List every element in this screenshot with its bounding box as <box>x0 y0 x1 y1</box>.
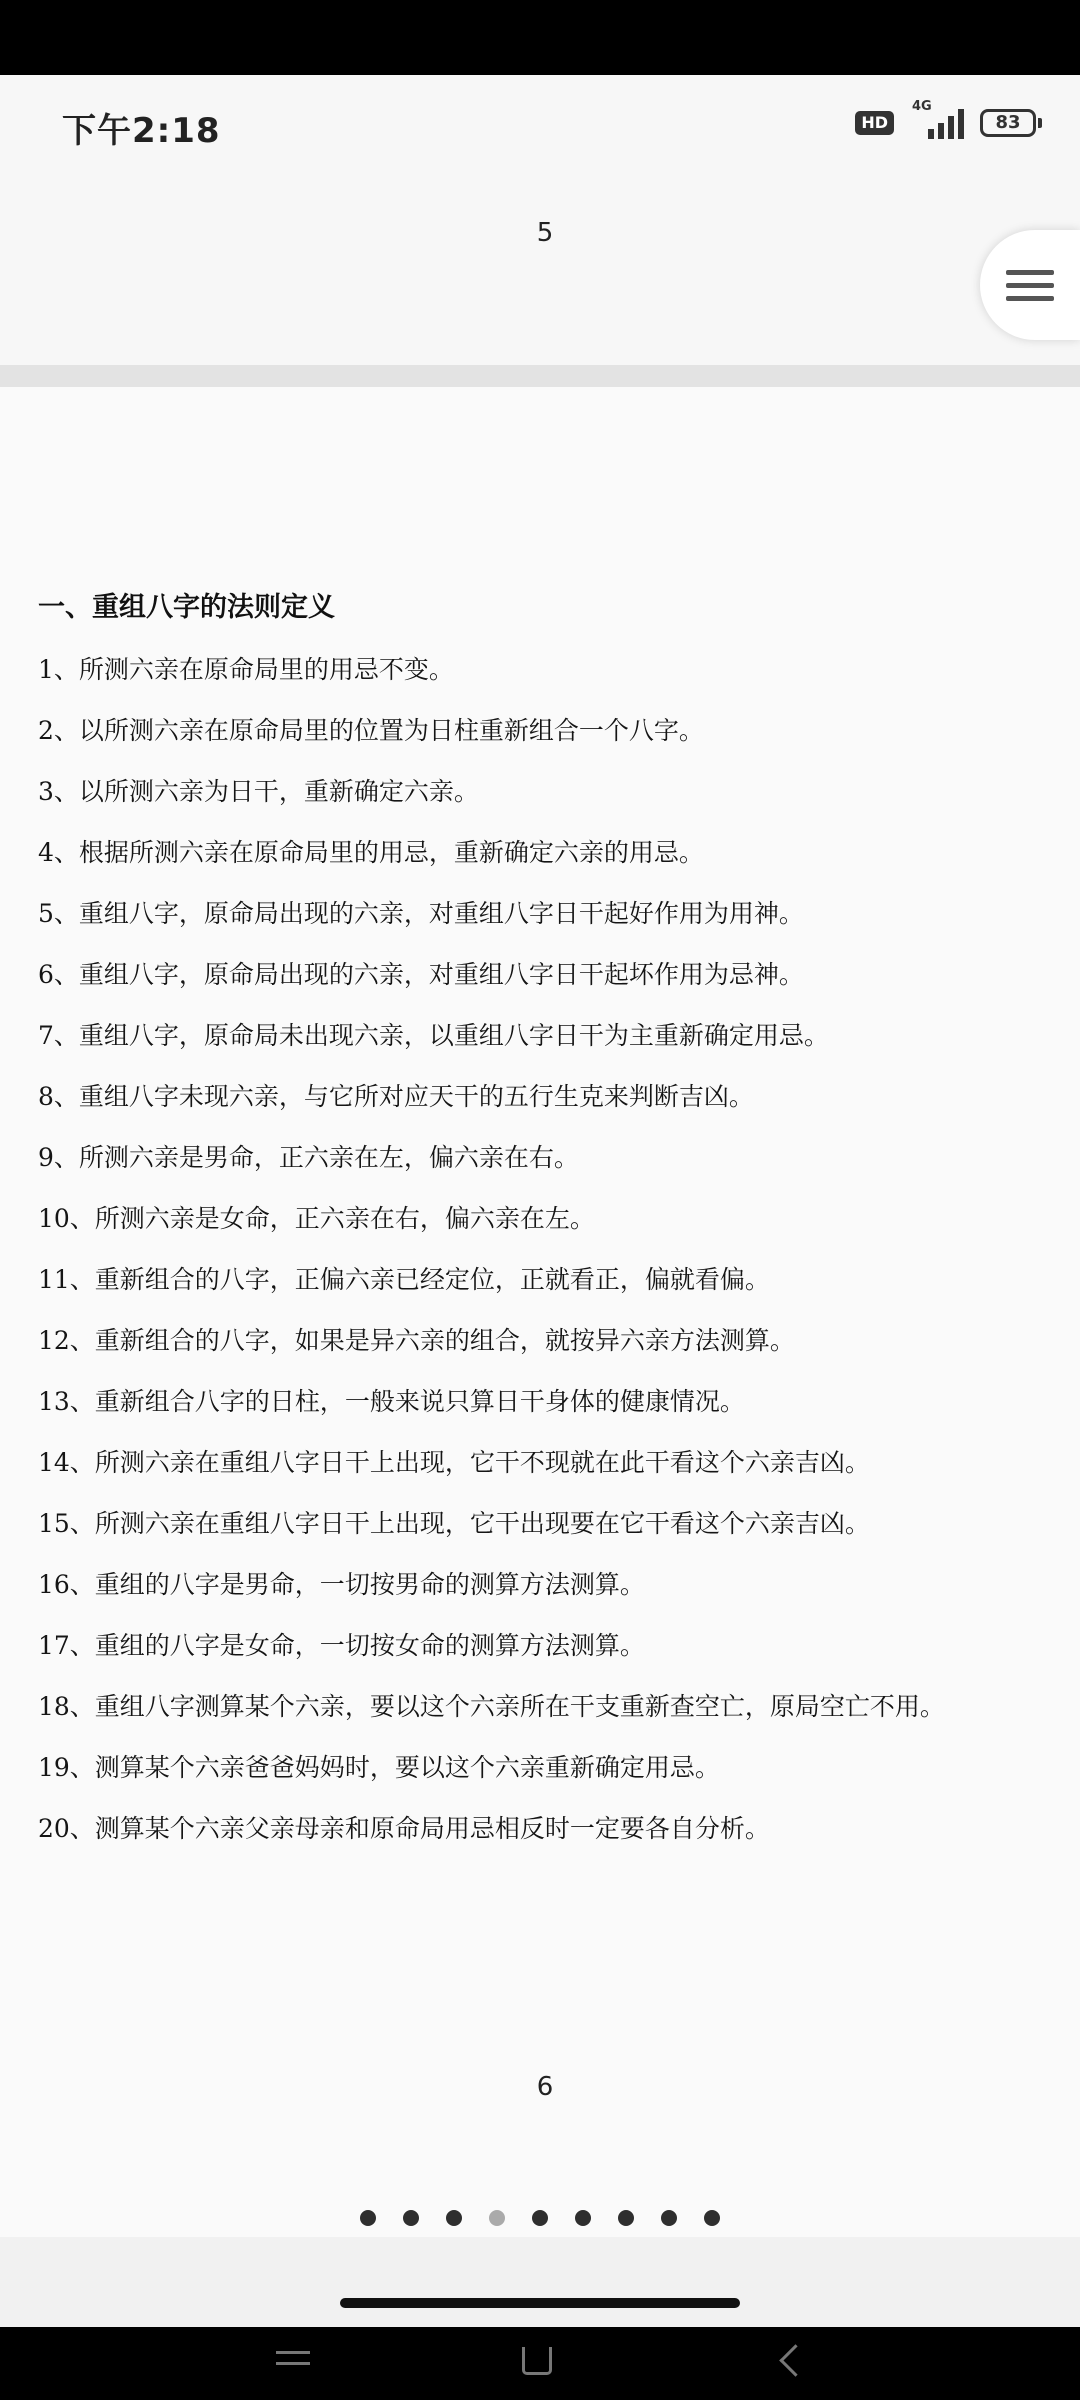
status-icons <box>855 99 1042 143</box>
page-number-bottom: 6 <box>536 2072 554 2102</box>
home-indicator[interactable] <box>340 2298 740 2308</box>
list-item: 15、所测六亲在重组八字日干上出现，它干出现要在它干看这个六亲吉凶。 <box>38 1509 870 1538</box>
page-dot[interactable] <box>446 2210 462 2226</box>
list-item: 12、重新组合的八字，如果是异六亲的组合，就按异六亲方法测算。 <box>38 1326 795 1355</box>
page-dot[interactable] <box>575 2210 591 2226</box>
list-item: 14、所测六亲在重组八字日干上出现，它干不现就在此干看这个六亲吉凶。 <box>38 1448 870 1477</box>
document-page <box>0 387 1080 2237</box>
list-item: 19、测算某个六亲爸爸妈妈时，要以这个六亲重新确定用忌。 <box>38 1753 720 1782</box>
network-type: 4G <box>912 99 932 114</box>
page-dot[interactable] <box>704 2210 720 2226</box>
menu-button[interactable] <box>980 230 1080 340</box>
list-item: 13、重新组合八字的日柱，一般来说只算日干身体的健康情况。 <box>38 1387 745 1416</box>
list-item: 3、以所测六亲为日干，重新确定六亲。 <box>38 777 479 806</box>
system-nav-bar <box>0 2327 1080 2400</box>
list-item: 18、重组八字测算某个六亲，要以这个六亲所在干支重新查空亡，原局空亡不用。 <box>38 1692 945 1721</box>
list-item: 10、所测六亲是女命，正六亲在右，偏六亲在左。 <box>38 1204 595 1233</box>
home-icon[interactable] <box>522 2347 552 2375</box>
previous-page-footer <box>0 175 1080 365</box>
hamburger-icon <box>1006 262 1054 309</box>
page-dot[interactable] <box>532 2210 548 2226</box>
page-dot[interactable] <box>360 2210 376 2226</box>
page-dot[interactable] <box>661 2210 677 2226</box>
list-item: 16、重组的八字是男命，一切按男命的测算方法测算。 <box>38 1570 645 1599</box>
list-item: 9、所测六亲是男命，正六亲在左，偏六亲在右。 <box>38 1143 579 1172</box>
list-item: 1、所测六亲在原命局里的用忌不变。 <box>38 655 454 684</box>
back-icon[interactable] <box>779 2344 812 2377</box>
list-item: 5、重组八字，原命局出现的六亲，对重组八字日干起好作用为用神。 <box>38 899 804 928</box>
battery-level: 83 <box>980 109 1036 137</box>
list-item: 7、重组八字，原命局未出现六亲，以重组八字日干为主重新确定用忌。 <box>38 1021 829 1050</box>
list-item: 6、重组八字，原命局出现的六亲，对重组八字日干起坏作用为忌神。 <box>38 960 804 989</box>
page-dot[interactable] <box>403 2210 419 2226</box>
recent-apps-icon[interactable] <box>276 2351 310 2373</box>
list-item: 2、以所测六亲在原命局里的位置为日柱重新组合一个八字。 <box>38 716 704 745</box>
status-bar <box>0 75 1080 175</box>
battery-icon <box>980 109 1042 137</box>
hd-badge: HD <box>855 111 894 135</box>
page-dot[interactable] <box>489 2210 505 2226</box>
list-item: 20、测算某个六亲父亲母亲和原命局用忌相反时一定要各自分析。 <box>38 1814 770 1843</box>
list-item: 11、重新组合的八字，正偏六亲已经定位，正就看正，偏就看偏。 <box>38 1265 770 1294</box>
list-item: 4、根据所测六亲在原命局里的用忌，重新确定六亲的用忌。 <box>38 838 704 867</box>
list-item: 8、重组八字未现六亲，与它所对应天干的五行生克来判断吉凶。 <box>38 1082 754 1111</box>
bottom-area <box>0 2237 1080 2327</box>
rules-list <box>38 639 1048 1859</box>
page-number-top: 5 <box>536 218 554 248</box>
section-heading: 一、重组八字的法则定义 <box>38 592 335 623</box>
camera-cutout-band <box>0 0 1080 75</box>
list-item: 17、重组的八字是女命，一切按女命的测算方法测算。 <box>38 1631 645 1660</box>
status-time: 下午2:18 <box>62 111 221 151</box>
page-indicator[interactable] <box>0 2210 1080 2226</box>
page-dot[interactable] <box>618 2210 634 2226</box>
page-divider <box>0 365 1080 387</box>
signal-icon <box>910 99 964 139</box>
